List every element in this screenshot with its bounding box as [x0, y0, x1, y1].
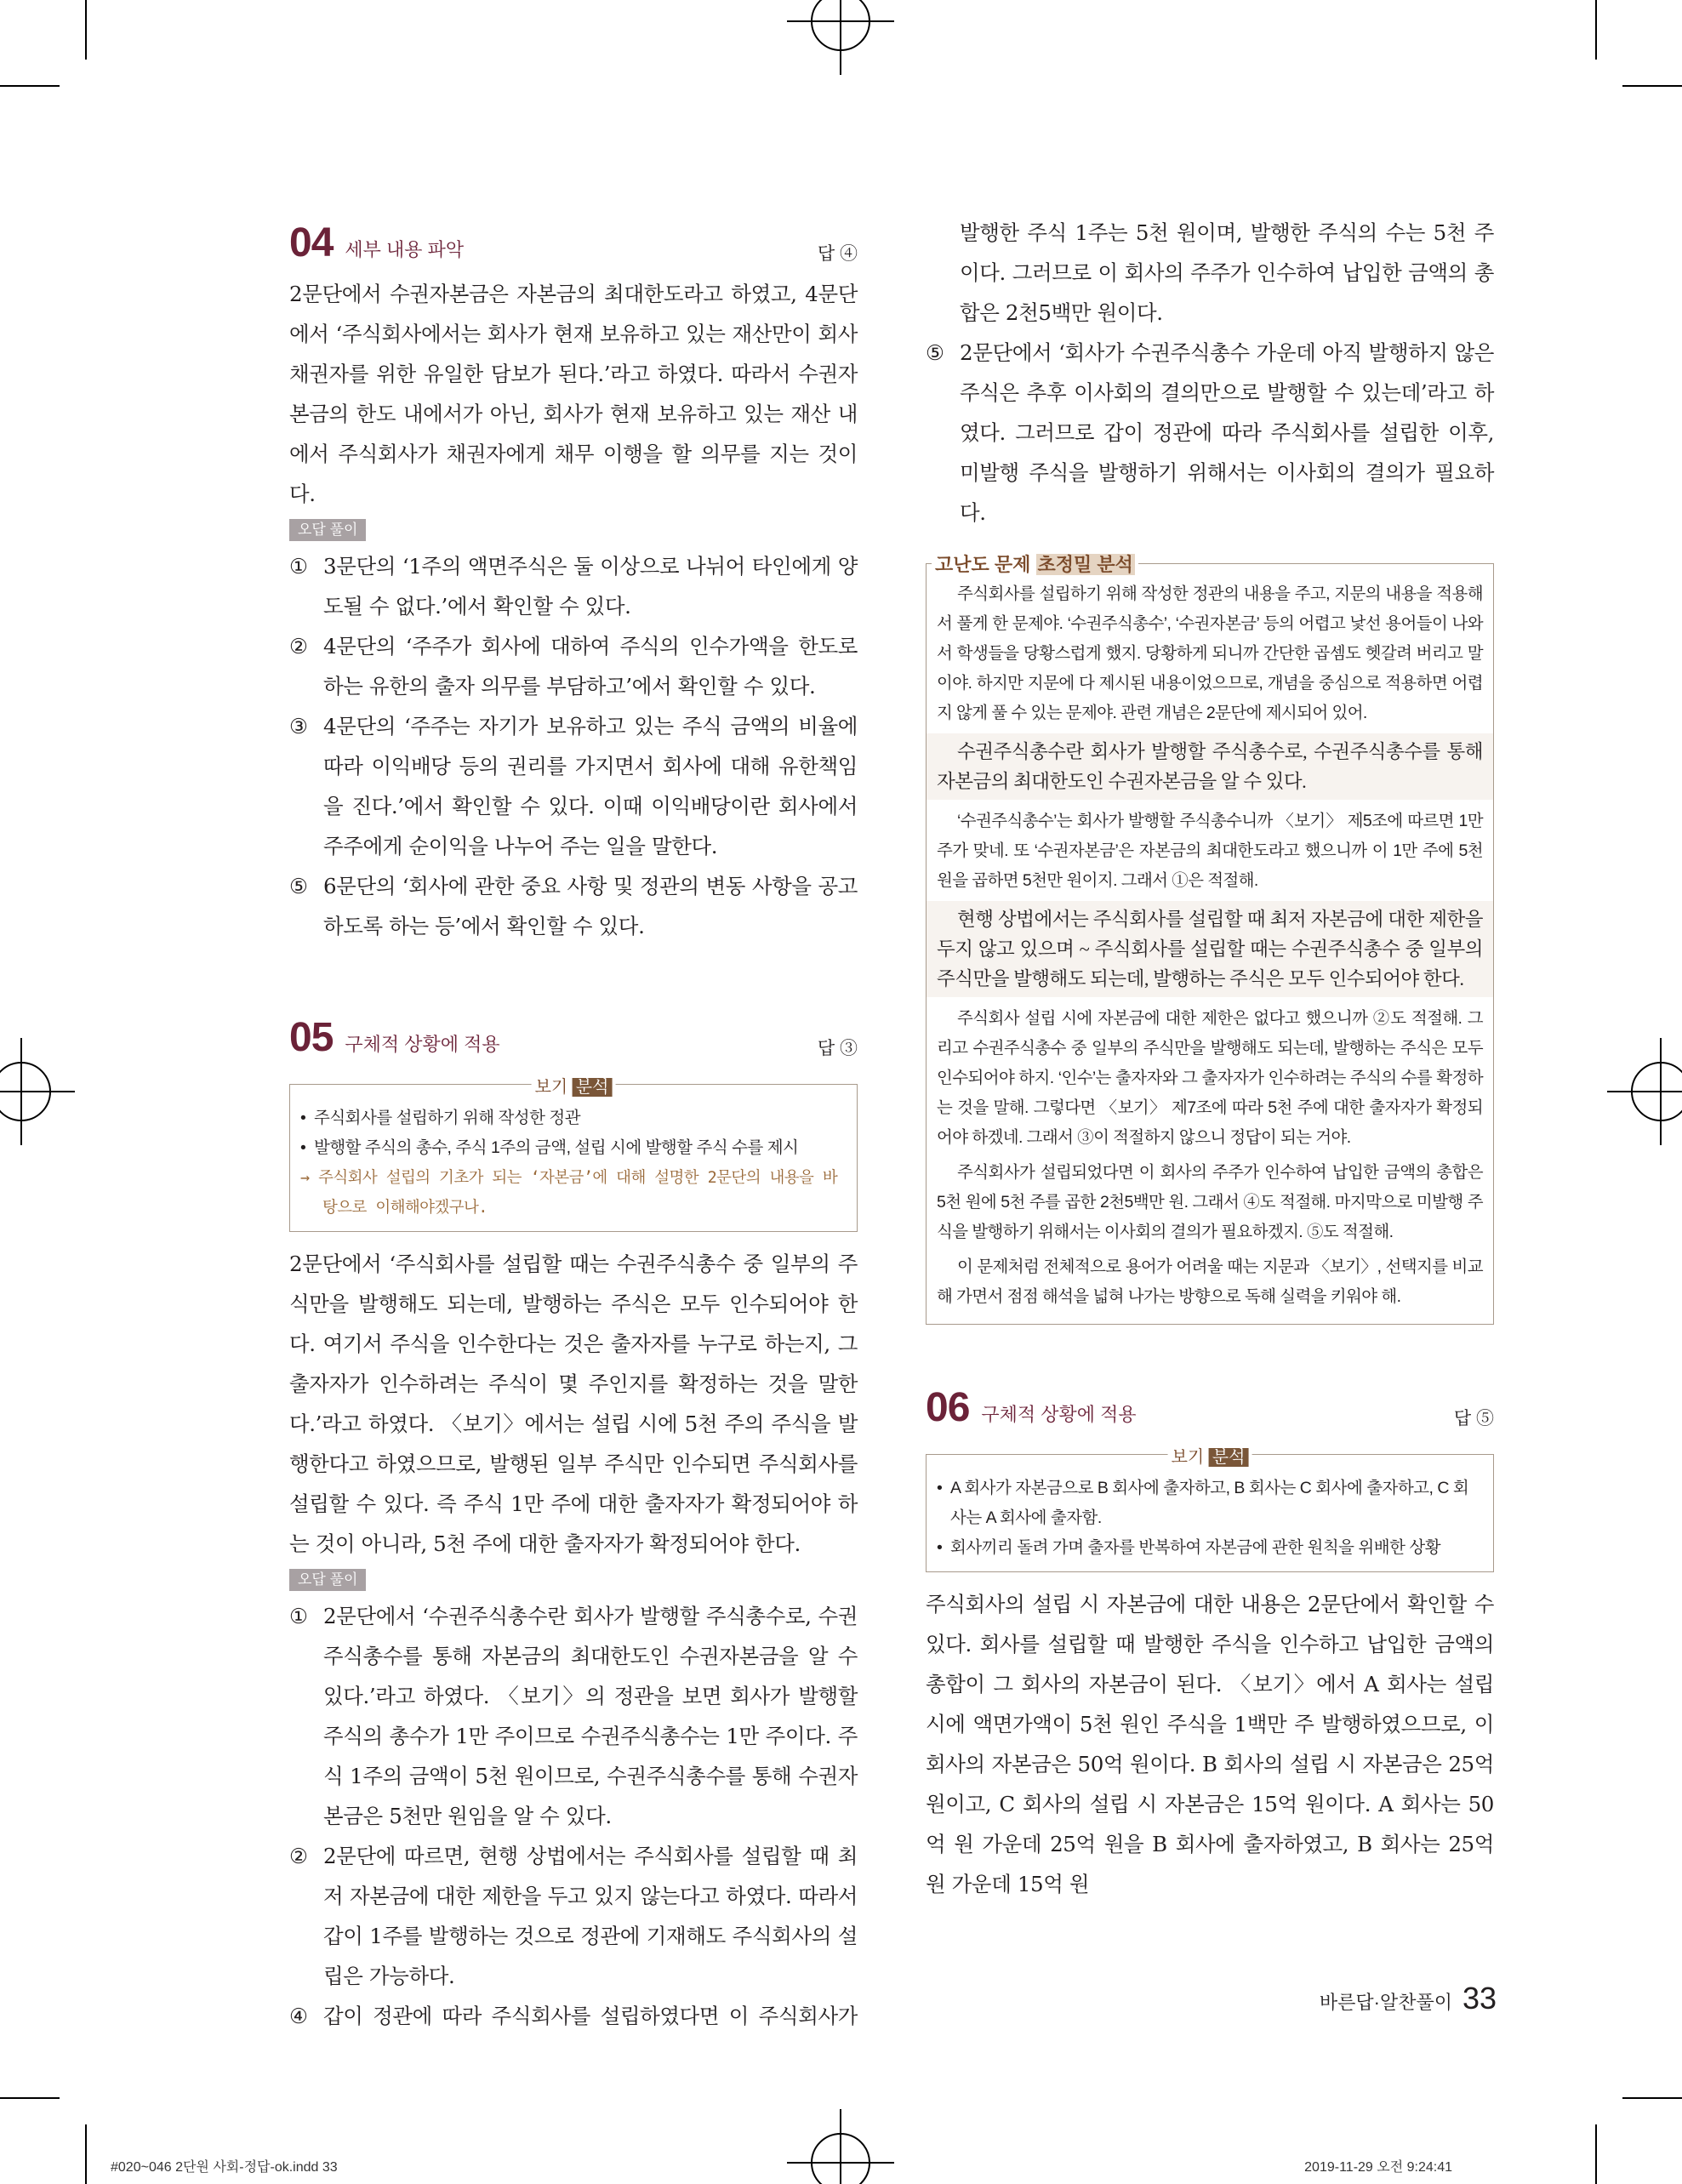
question-header	[289, 220, 858, 274]
option-text: 3문단의 ‘1주의 액면주식은 둘 이상으로 나뉘어 타인에게 양도될 수 없다.’에서 확인할 수 있다.	[323, 554, 858, 619]
bogi-item: • 주식회사를 설립하기 위해 작성한 정관	[300, 1103, 847, 1133]
analysis-paragraph: 주식회사 설립 시에 자본금에 대한 제한은 없다고 했으니까 ②도 적절해. 그리고 수권주식총수 중 일부의 주식만을 발행해도 되는데, 발행하는 주식은 모두 인수되어야 하지. ‘인수’는 출자자와 그 출자자가 인수하려는 주식의 수를 확정하는 것을 말해. 그렇다면 〈보기〉 제7조에 따라 5천 주에 대한 출자자가 확정되어야 하겠네. 그래서 ③이 적절하지 않으니 정답이 되는 거야.	[937, 1009, 1483, 1147]
registration-mark	[0, 1062, 51, 1121]
answer-label: 답 ③	[817, 1039, 858, 1058]
page-footer	[1320, 1981, 1497, 2016]
analysis-paragraph: 이 문제처럼 전체적으로 용어가 어려울 때는 지문과 〈보기〉, 선택지를 비교해 가면서 점점 해석을 넓혀 나가는 방향으로 독해 실력을 키워야 해.	[937, 1257, 1483, 1306]
registration-mark	[1631, 1062, 1682, 1121]
question-04	[289, 220, 858, 946]
crop-mark	[1622, 2097, 1682, 2099]
hard-question-analysis-box	[926, 554, 1494, 1325]
crop-mark	[85, 2124, 87, 2184]
crop-mark	[1622, 85, 1682, 87]
analysis-paragraph: 주식회사가 설립되었다면 이 회사의 주주가 인수하여 납입한 금액의 총합은 5천 원에 5천 주를 곱한 2천5백만 원. 그래서 ④도 적절해. 마지막으로 미발행 주식을 발행하기 위해서는 이사회의 결의가 필요하겠지. ⑤도 적절해.	[937, 1163, 1483, 1241]
wrong-answer-list	[289, 546, 858, 946]
option-text: 발행한 주식 1주는 5천 원이며, 발행한 주식의 수는 5천 주이다. 그러므로 이 회사의 주주가 인수하여 납입한 금액의 총합은 2천5백만 원이다.	[960, 220, 1494, 325]
bogi-label	[1168, 1443, 1252, 1468]
hard-label-highlight: 초정밀 분석	[1037, 554, 1133, 575]
continued-items	[926, 213, 1494, 533]
option-item	[289, 706, 858, 866]
option-item	[289, 1596, 858, 1836]
option-number: ①	[289, 1604, 308, 1628]
passage-quote: 현행 상법에서는 주식회사를 설립할 때 최저 자본금에 대한 제한을 두지 않고 있으며 ~ 주식회사를 설립할 때는 수권주식총수 중 일부의 주식만을 발행해도 되는데, 발행하는 주식은 모두 인수되어야 한다.	[927, 901, 1493, 997]
question-number: 04	[289, 220, 334, 265]
option-text: 2문단에서 ‘회사가 수권주식총수 가운데 아직 발행하지 않은 주식은 추후 이사회의 결의만으로 발행할 수 있는데’라고 하였다. 그러므로 갑이 정관에 따라 주식회사를 설립한 이후, 미발행 주식을 발행하기 위해서는 이사회의 결의가 필요하다.	[960, 340, 1494, 525]
explanation-text: 2문단에서 수권자본금은 자본금의 최대한도라고 하였고, 4문단에서 ‘주식회사에서는 회사가 현재 보유하고 있는 재산만이 회사 채권자를 위한 유일한 담보가 된다.’라고 하였다. 따라서 수권자본금의 한도 내에서가 아닌, 회사가 현재 보유하고 있는 재산 내에서 주식회사가 채권자에게 채무 이행을 할 의무를 지는 것이다.	[289, 282, 858, 506]
option-number: ⑤	[289, 874, 308, 898]
option-item	[289, 866, 858, 946]
question-title: 세부 내용 파악	[345, 239, 465, 260]
continued-option-text	[926, 213, 1494, 333]
option-item	[926, 333, 1494, 533]
crop-mark	[0, 85, 60, 87]
option-text: 2문단에서 ‘수권주식총수란 회사가 발행할 주식총수로, 수권주식총수를 통해 자본금의 최대한도인 수권자본금을 알 수 있다.’라고 하였다. 〈보기〉의 정관을 보면 회사가 발행할 주식의 총수가 1만 주이므로 수권주식총수는 1만 주이다. 주식 1주의 금액이 5천 원이므로, 수권주식총수를 통해 수권자본금은 5천만 원임을 알 수 있다.	[323, 1604, 858, 1828]
bogi-list	[937, 1474, 1483, 1563]
bogi-analysis-box	[926, 1448, 1494, 1572]
analysis-paragraph: 주식회사를 설립하기 위해 작성한 정관의 내용을 주고, 지문의 내용을 적용해서 풀게 한 문제야. ‘수권주식총수’, ‘수권자본금’ 등의 어렵고 낯선 용어들이 나와서 학생들을 당황스럽게 했지. 당황하게 되니까 간단한 곱셈도 헷갈려 버리고 말이야. 하지만 지문에 다 제시된 내용이었으므로, 개념을 중심으로 적용하면 어렵지 않게 풀 수 있는 문제야. 관련 개념은 2문단에 제시되어 있어.	[937, 584, 1483, 722]
bogi-label	[532, 1073, 616, 1098]
option-number: ④	[289, 2004, 308, 2028]
print-slug-right: 2019-11-29 오전 9:24:41	[1304, 2160, 1452, 2175]
bogi-analysis-box	[289, 1078, 858, 1232]
page-number: 33	[1462, 1981, 1497, 2016]
option-continuation	[960, 213, 1494, 333]
bogi-item: • A 회사가 자본금으로 B 회사에 출자하고, B 회사는 C 회사에 출자하고, C 회사는 A 회사에 출자함.	[937, 1474, 1483, 1533]
option-text: 6문단의 ‘회사에 관한 중요 사항 및 정관의 변동 사항을 공고하도록 하는 등’에서 확인할 수 있다.	[323, 874, 858, 938]
bogi-item: • 발행할 주식의 총수, 주식 1주의 금액, 설립 시에 발행할 주식 수를 제시	[300, 1133, 847, 1163]
option-number: ⑤	[926, 340, 944, 365]
question-05	[289, 1014, 858, 2036]
question-header	[926, 1384, 1494, 1439]
left-column	[289, 220, 858, 2036]
hard-label-text: 고난도 문제	[935, 554, 1031, 575]
option-number: ②	[289, 1844, 308, 1868]
explanation-text: 주식회사의 설립 시 자본금에 대한 내용은 2문단에서 확인할 수 있다. 회사를 설립할 때 발행한 주식을 인수하고 납입한 금액의 총합이 그 회사의 자본금이 된다. 〈보기〉에서 A 회사는 설립 시에 액면가액이 5천 원인 주식을 1백만 주 발행하였으므로, 이 회사의 자본금은 50억 원이다. B 회사의 설립 시 자본금은 25억 원이고, C 회사의 설립 시 자본금은 15억 원이다. A 회사는 50억 원 가운데 25억 원을 B 회사에 출자하였고, B 회사는 25억 원 가운데 15억 원	[926, 1592, 1494, 1896]
option-item	[289, 626, 858, 706]
bogi-label-highlight: 분석	[1209, 1448, 1249, 1467]
crop-mark	[1595, 2124, 1597, 2184]
bogi-item: • 회사끼리 돌려 가며 출자를 반복하여 자본금에 관한 원칙을 위배한 상황	[937, 1533, 1483, 1563]
option-text: 4문단의 ‘주주가 회사에 대하여 주식의 인수가액을 한도로 하는 유한의 출자 의무를 부담하고’에서 확인할 수 있다.	[323, 634, 858, 699]
wrong-answer-tag: 오답 풀이	[289, 1569, 366, 1591]
bogi-handwritten-note: → 주식회사 설립의 기초가 되는 ‘자본금’에 대해 설명한 2문단의 내용을 바탕으로 이해해야겠구나.	[300, 1169, 838, 1217]
option-item	[289, 1836, 858, 1996]
option-text: 갑이 정관에 따라 주식회사를 설립하였다면 이 주식회사가	[323, 2004, 858, 2028]
option-text: 4문단의 ‘주주는 자기가 보유하고 있는 주식 금액의 비율에 따라 이익배당 등의 권리를 가지면서 회사에 대해 유한책임을 진다.’에서 확인할 수 있다. 이때 이익배당이란 회사에서 주주에게 순이익을 나누어 주는 일을 말한다.	[323, 714, 858, 858]
option-number: ①	[289, 554, 308, 579]
analysis-paragraph: ‘수권주식총수’는 회사가 발행할 주식총수니까 〈보기〉 제5조에 따르면 1만 주가 맞네. 또 ‘수권자본금’은 자본금의 최대한도라고 했으니까 이 1만 주에 5천 원을 곱하면 5천만 원이지. 그래서 ①은 적절해.	[937, 812, 1483, 890]
question-header	[289, 1014, 858, 1069]
question-number: 05	[289, 1015, 334, 1060]
answer-label: 답 ⑤	[1453, 1409, 1494, 1428]
option-text: 2문단에 따르면, 현행 상법에서는 주식회사를 설립할 때 최저 자본금에 대한 제한을 두고 있지 않는다고 하였다. 따라서 갑이 1주를 발행하는 것으로 정관에 기재해도 주식회사의 설립은 가능하다.	[323, 1844, 858, 1988]
registration-mark	[811, 0, 870, 51]
bogi-label-highlight: 분석	[573, 1078, 613, 1097]
option-number: ②	[289, 634, 308, 659]
option-item	[289, 546, 858, 626]
footer-label: 바른답·알찬풀이	[1319, 1992, 1452, 2013]
print-slug-left: #020~046 2단원 사회-정답-ok.indd 33	[111, 2160, 338, 2175]
question-number: 06	[926, 1385, 970, 1430]
wrong-answer-tag: 오답 풀이	[289, 519, 366, 541]
question-06	[926, 1384, 1494, 1904]
crop-mark	[1595, 0, 1597, 60]
answer-label: 답 ④	[817, 244, 858, 264]
option-number: ③	[289, 714, 308, 738]
hard-analysis-label	[932, 550, 1138, 577]
question-title: 구체적 상황에 적용	[345, 1034, 500, 1055]
question-title: 구체적 상황에 적용	[981, 1404, 1137, 1425]
bogi-label-text: 보기	[1171, 1448, 1205, 1467]
wrong-answer-list	[289, 1596, 858, 2036]
passage-quote: 수권주식총수란 회사가 발행할 주식총수로, 수권주식총수를 통해 자본금의 최대한도인 수권자본금을 알 수 있다.	[927, 733, 1493, 800]
crop-mark	[85, 0, 87, 60]
explanation-text: 2문단에서 ‘주식회사를 설립할 때는 수권주식총수 중 일부의 주식만을 발행해도 되는데, 발행하는 주식은 모두 인수되어야 한다. 여기서 주식을 인수한다는 것은 출자자를 누구로 하는지, 그 출자자가 인수하려는 주식이 몇 주인지를 확정하는 것을 말한다.’라고 하였다. 〈보기〉에서는 설립 시에 5천 주의 주식을 발행한다고 하였으므로, 발행된 일부 주식만 인수되면 주식회사를 설립할 수 있다. 즉 주식 1만 주에 대한 출자자가 확정되어야 하는 것이 아니라, 5천 주에 대한 출자자가 확정되어야 한다.	[289, 1252, 858, 1556]
registration-mark	[811, 2133, 870, 2184]
right-column	[926, 213, 1494, 1904]
option-item	[289, 1996, 858, 2036]
bogi-label-text: 보기	[534, 1078, 568, 1097]
bogi-list	[300, 1103, 847, 1163]
crop-mark	[0, 2097, 60, 2099]
